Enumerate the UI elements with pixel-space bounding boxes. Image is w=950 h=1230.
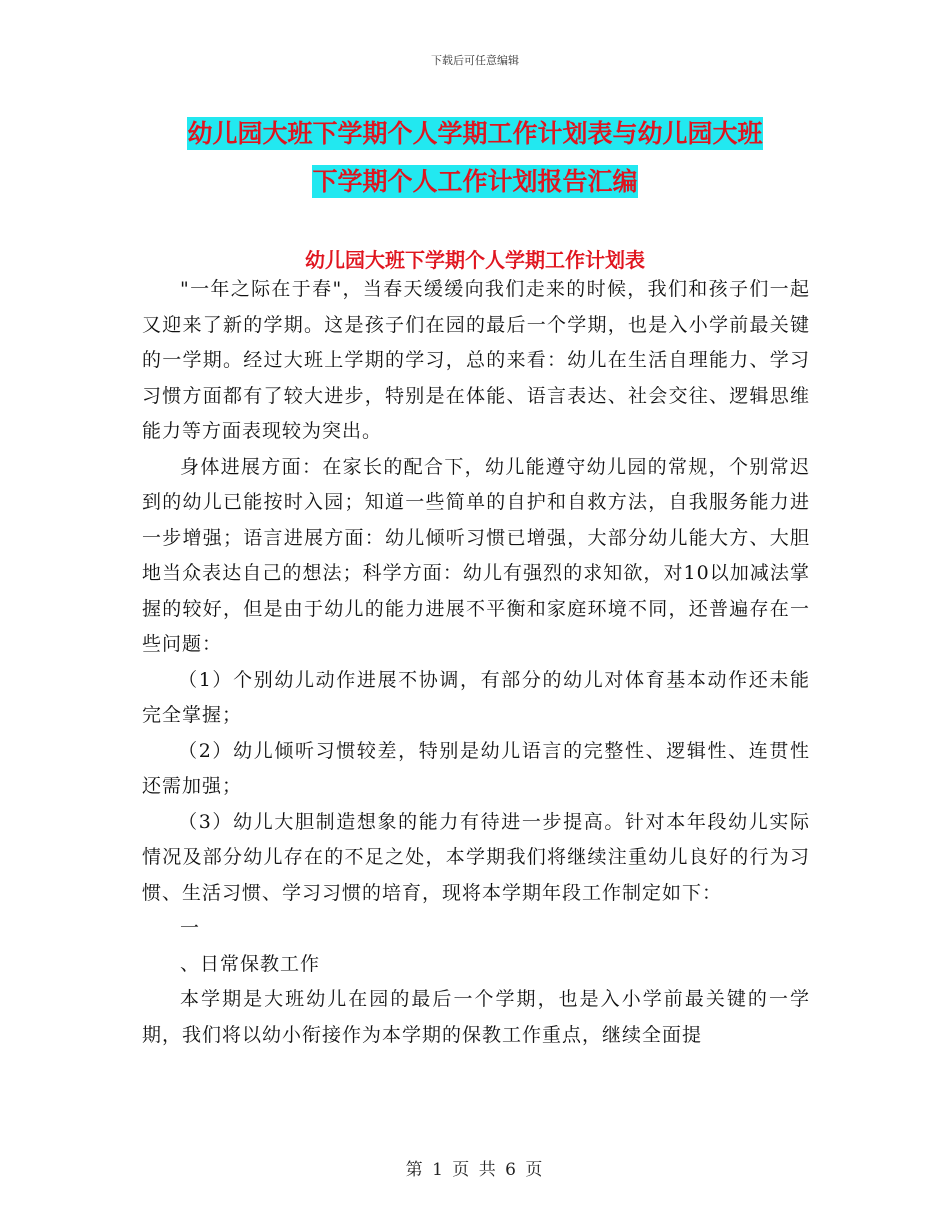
paragraph-section-number: 一 [180, 917, 201, 939]
paragraph-issue-3: （3）幼儿大胆制造想象的能力有待进一步提高。针对本年段幼儿实际情况及部分幼儿存在的不足之处，本学期我们将继续注重幼儿良好的行为习惯、生活习惯、学习习惯的培育，现将本学期年段工作制定如下： [142, 810, 810, 904]
page-number: 第 1 页 共 6 页 [405, 1160, 545, 1180]
paragraph-daily-work: 本学期是大班幼儿在园的最后一个学期，也是入小学前最关键的一学期，我们将以幼小衔接作为本学期的保教工作重点，继续全面提 [142, 988, 810, 1046]
paragraph-intro: "一年之际在于春"，当春天缓缓向我们走来的时候，我们和孩子们一起又迎来了新的学期。这是孩子们在园的最后一个学期，也是入小学前最关键的一学期。经过大班上学期的学习，总的来看：幼儿在生活自理能力、学习习惯方面都有了较大进步，特别是在体能、语言表达、社会交往、逻辑思维能力等方面表现较为突出。 [142, 278, 810, 442]
header-note: 下载后可任意编辑 [431, 54, 519, 67]
document-title-line-1: 幼儿园大班下学期个人学期工作计划表与幼儿园大班 [187, 119, 763, 148]
section-title: 幼儿园大班下学期个人学期工作计划表 [305, 248, 645, 272]
paragraph-development: 身体进展方面：在家长的配合下，幼儿能遵守幼儿园的常规，个别常迟到的幼儿已能按时入园；知道一些简单的自护和自救方法，自我服务能力进一步增强；语言进展方面：幼儿倾听习惯已增强，大部分幼儿能大方、大胆地当众表达自己的想法；科学方面：幼儿有强烈的求知欲，对10以加减法掌握的较好，但是由于幼儿的能力进展不平衡和家庭环境不同，还普遍存在一些问题： [142, 455, 810, 655]
paragraph-issue-2: （2）幼儿倾听习惯较差，特别是幼儿语言的完整性、逻辑性、连贯性还需加强； [142, 739, 810, 797]
document-body [142, 272, 810, 1053]
document-title-line-2: 下学期个人工作计划报告汇编 [312, 167, 638, 196]
document-title [140, 110, 810, 206]
paragraph-section-heading: 、日常保教工作 [180, 952, 321, 975]
paragraph-issue-1: （1）个别幼儿动作进展不协调，有部分的幼儿对体育基本动作还未能完全掌握； [142, 668, 810, 726]
